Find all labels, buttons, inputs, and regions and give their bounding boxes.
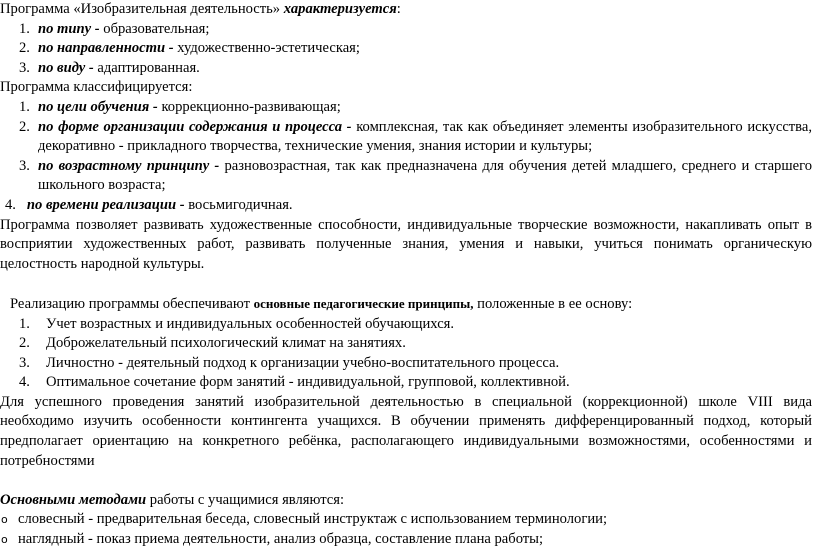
item-key: по возрастному принципу - <box>38 157 225 174</box>
list-number: 2. <box>19 335 30 352</box>
item-text: Доброжелательный психологический климат на занятиях. <box>46 335 406 352</box>
item-value: разновозрастная, так как предназначена для обучения детей младшего, среднего и старшего школьного возраста; <box>38 157 812 194</box>
methods-list <box>0 510 812 549</box>
list-item <box>0 118 812 157</box>
item-key: по направленности - <box>38 40 178 57</box>
list-item <box>0 98 812 118</box>
paragraph-differentiated: Для успешного проведения занятий изобразительной деятельностью в специальной (коррекционной) школе VIII вида необходимо изучить особенности контингента учащихся. В обучении применять дифференцированный подход, который предполагает ориентацию на конкретного ребёнка, располагающего индивидуальными возможностями, особенностями и потребностями <box>0 393 812 469</box>
item-key: по типу - <box>38 20 104 37</box>
item-text: Учет возрастных и индивидуальных особенностей обучающихся. <box>46 315 455 332</box>
list-item <box>0 59 812 79</box>
list-item <box>0 20 812 40</box>
item-text: Личностно - деятельный подход к организации учебно-воспитательного процесса. <box>46 354 560 371</box>
methods-tail: работы с учащимися являются: <box>146 491 344 508</box>
characteristics-list <box>0 20 812 79</box>
item-text: Оптимальное сочетание форм занятий - индивидуальной, групповой, коллективной. <box>46 374 570 391</box>
item-text: словесный - предварительная беседа, словесный инструктаж с использованием терминологии; <box>18 511 608 528</box>
list-number: 2. <box>19 118 30 135</box>
item-value: адаптированная. <box>97 59 200 76</box>
principles-list <box>0 315 812 393</box>
list-item <box>0 315 812 335</box>
list-item <box>0 354 812 374</box>
intro-line <box>0 0 812 20</box>
list-item <box>0 530 812 550</box>
classify-intro: Программа классифицируется: <box>0 79 193 96</box>
principles-bold: основные педагогические принципы, <box>253 295 474 311</box>
list-number: 1. <box>19 98 30 115</box>
bullet-icon: o <box>1 533 8 547</box>
list-number: 1. <box>19 20 30 37</box>
intro-tail: : <box>396 1 401 17</box>
bullet-icon: o <box>1 513 8 527</box>
list-item <box>0 39 812 59</box>
item-text: наглядный - показ приема деятельности, анализ образца, составление плана работы; <box>18 531 544 548</box>
list-item <box>0 334 812 354</box>
principles-lead: Реализацию программы обеспечивают <box>10 295 254 312</box>
intro-text: Программа «Изобразительная деятельность» <box>0 1 284 17</box>
methods-emphasis: Основными методами <box>0 491 147 508</box>
list-number: 3. <box>19 157 30 174</box>
spacer <box>0 274 812 294</box>
classify-item-4 <box>0 196 812 216</box>
principles-intro <box>0 294 812 315</box>
list-item <box>0 510 812 530</box>
list-number: 1. <box>19 315 30 332</box>
item-value: коррекционно-развивающая; <box>161 98 341 115</box>
item-value: комплексная, так как объединяет элементы изобразительного искусства, декоративно - прикладного творчества, технические умения, знания истории и культуры; <box>38 118 812 155</box>
spacer <box>0 471 812 491</box>
intro-emphasis: характеризуется <box>283 1 397 17</box>
list-number: 4. <box>19 374 30 391</box>
methods-intro <box>0 491 812 511</box>
item-value: образовательная; <box>103 20 210 37</box>
item-key: по времени реализации - <box>26 196 189 213</box>
list-number: 3. <box>19 354 30 371</box>
principles-tail: положенные в ее основу: <box>473 295 633 312</box>
paragraph-abilities: Программа позволяет развивать художественные способности, индивидуальные творческие возможности, накапливать опыт в восприятии художественных работ, развивать полученные знания, умения и навыки, учиться понимать органическую целостность народной культуры. <box>0 216 812 272</box>
list-number: 2. <box>19 40 30 57</box>
item-key: по цели обучения - <box>38 98 162 115</box>
item-key: по виду - <box>38 59 98 76</box>
item-value: художественно-эстетическая; <box>177 40 360 57</box>
item-value: восьмигодичная. <box>188 196 293 213</box>
classification-list <box>0 98 812 196</box>
list-item <box>0 157 812 196</box>
item-key: по форме организации содержания и процесса - <box>38 118 357 135</box>
list-item <box>0 373 812 393</box>
list-number: 3. <box>19 59 30 76</box>
list-number: 4. <box>5 196 16 213</box>
